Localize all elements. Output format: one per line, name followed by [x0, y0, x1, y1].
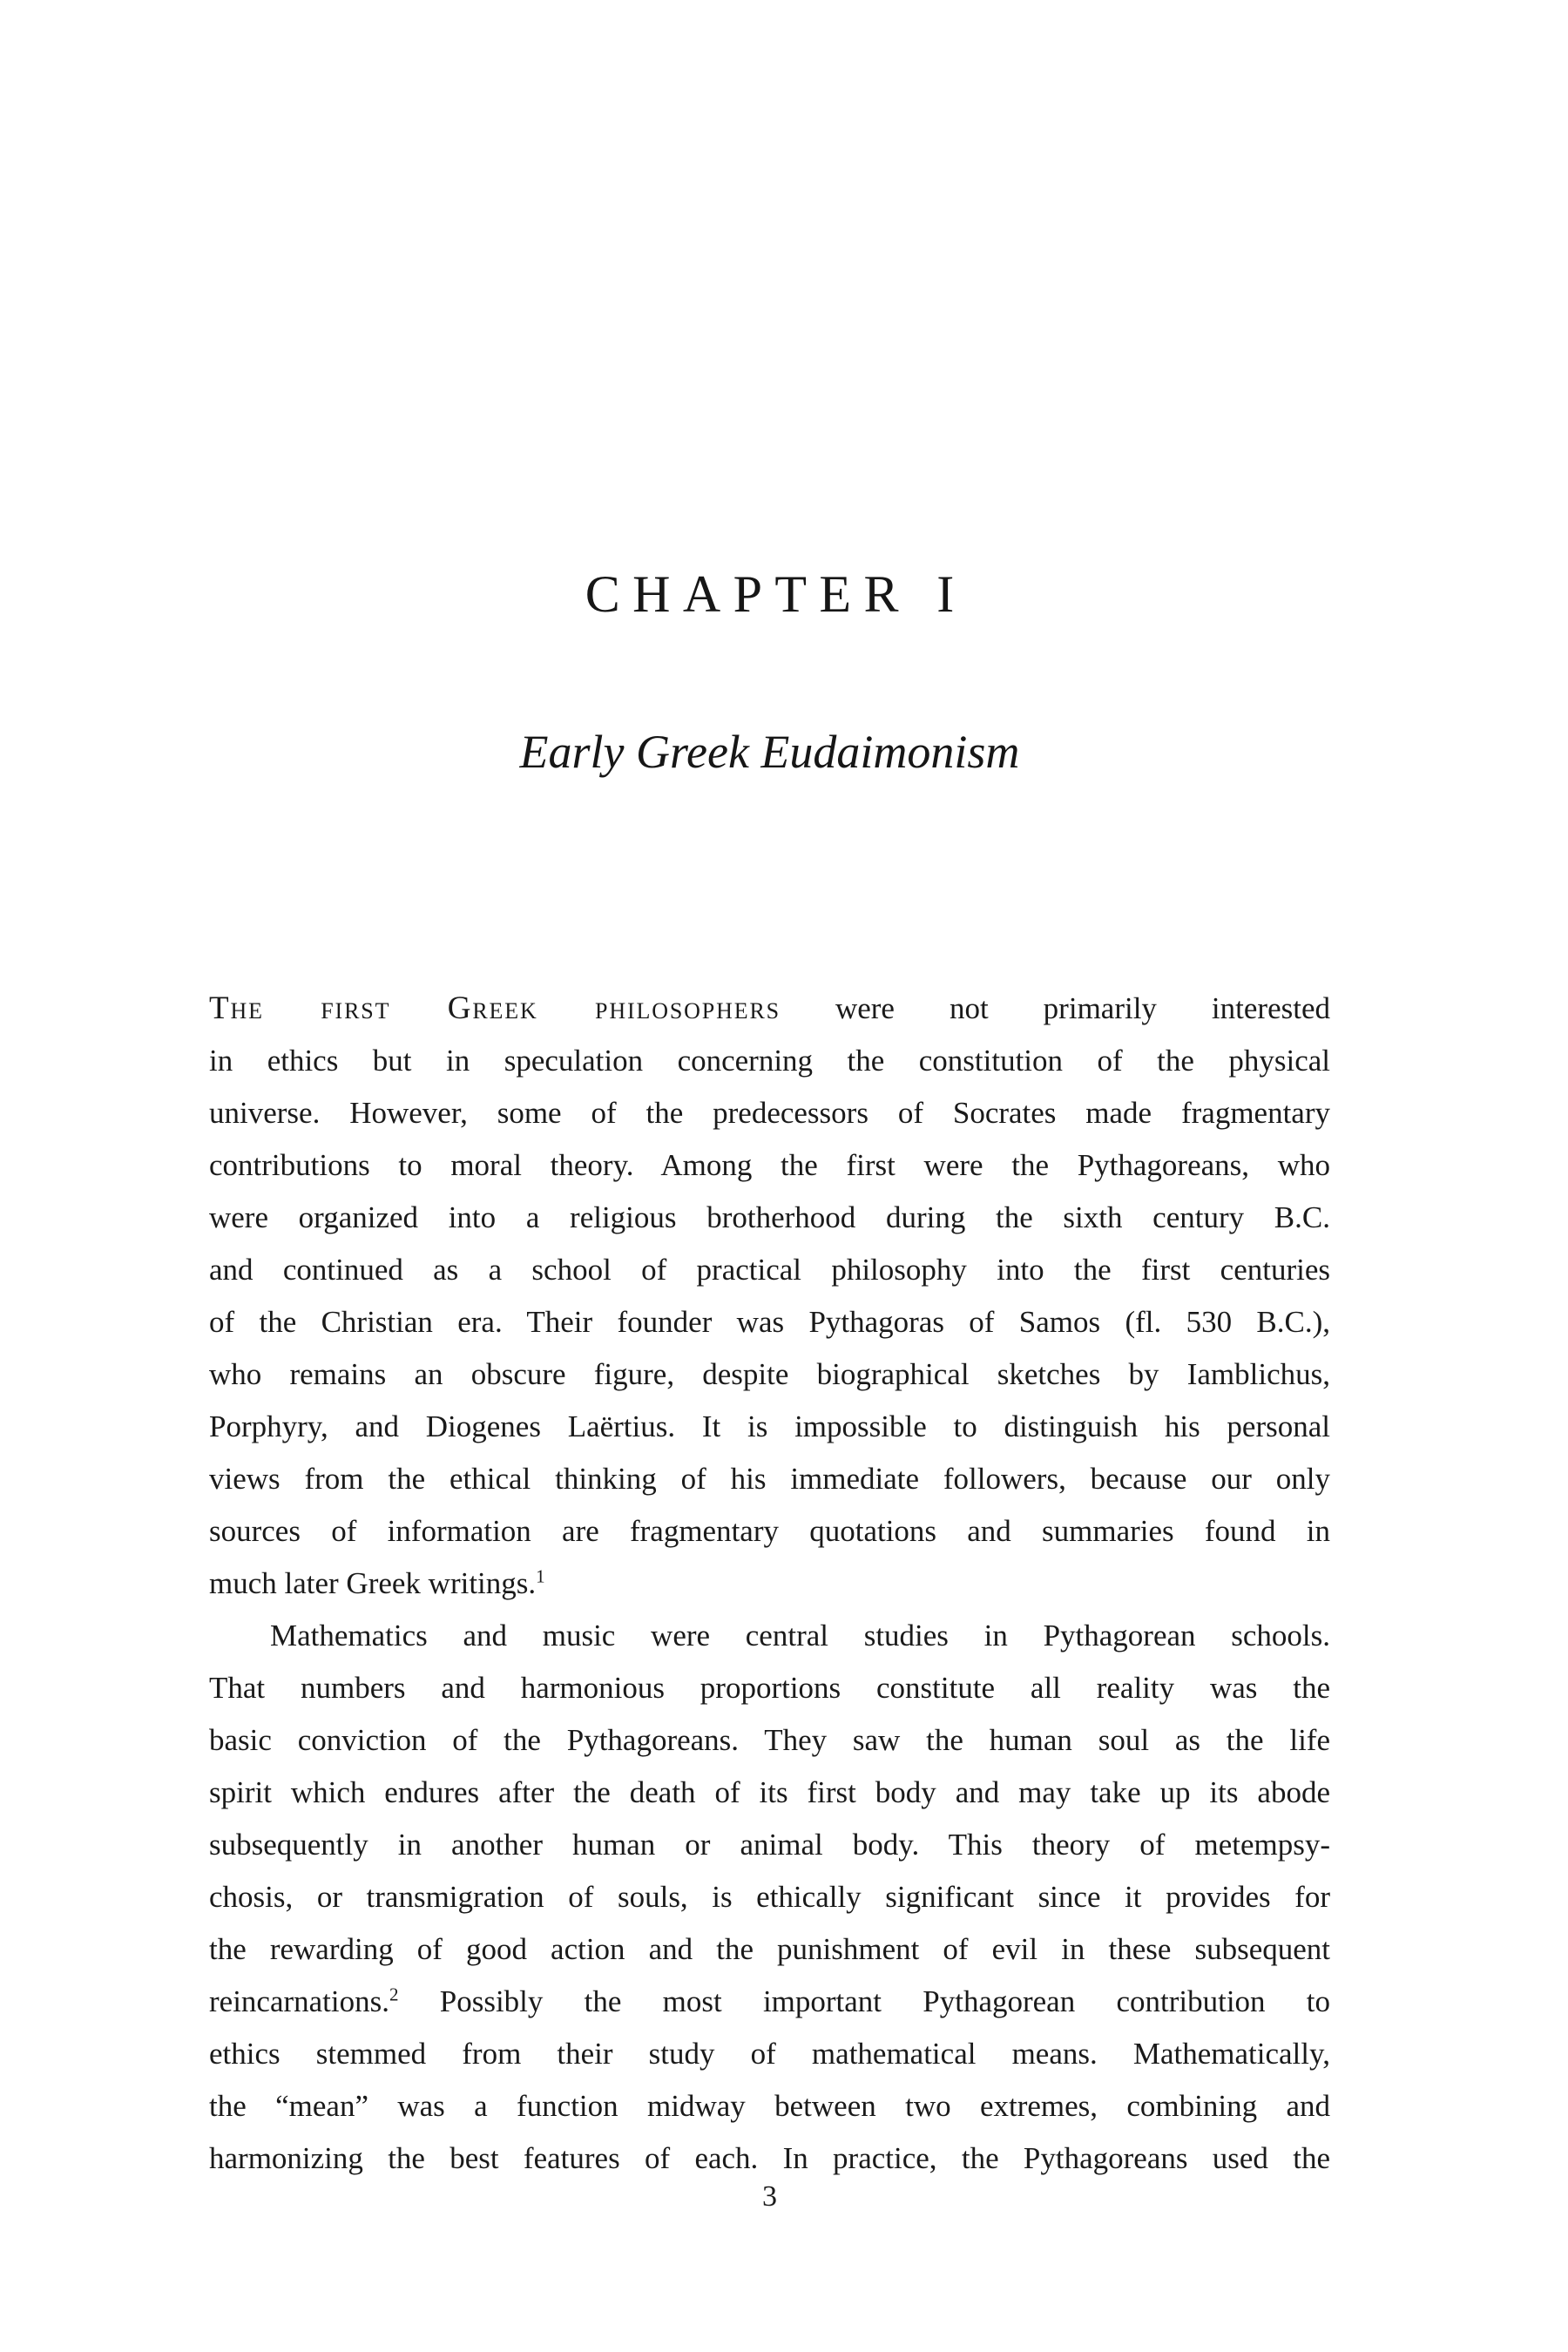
- text-line: [209, 1767, 1330, 1819]
- text-line: [209, 1192, 1330, 1244]
- text-segment: were organized into a religious brotherhood during the sixth century B.C.: [209, 1200, 1330, 1234]
- text-segment: views from the ethical thinking of his immediate followers, because our only: [209, 1462, 1330, 1496]
- text-line: [209, 1976, 1330, 2028]
- chapter-heading: CHAPTER I: [585, 565, 967, 623]
- text-segment: basic conviction of the Pythagoreans. They saw the human soul as the life: [209, 1723, 1330, 1757]
- text-line: [209, 983, 1330, 1035]
- text-line: [209, 2080, 1330, 2132]
- paragraph: [209, 983, 1330, 1610]
- text-segment: the “mean” was a function midway between two extremes, combining and: [209, 2089, 1330, 2123]
- text-segment: sources of information are fragmentary quotations and summaries found in: [209, 1514, 1330, 1548]
- text-line: [209, 1923, 1330, 1976]
- text-segment: Possibly the most important Pythagorean contribution to: [398, 1984, 1330, 2018]
- text-line: [209, 1296, 1330, 1348]
- text-segment: and continued as a school of practical philosophy into the first centuries: [209, 1253, 1330, 1287]
- text-line: [209, 1087, 1330, 1139]
- text-segment: ethics stemmed from their study of mathematical means. Mathematically,: [209, 2037, 1330, 2071]
- text-line: [209, 1714, 1330, 1767]
- text-segment: were not primarily interested: [780, 991, 1330, 1025]
- text-line: [209, 1662, 1330, 1714]
- text-line: [209, 2132, 1330, 2185]
- text-segment: That numbers and harmonious proportions constitute all reality was the: [209, 1671, 1330, 1705]
- text-line: [209, 1819, 1330, 1871]
- text-line: [209, 1401, 1330, 1453]
- paragraph: [209, 1610, 1330, 2185]
- text-line: [209, 1453, 1330, 1505]
- text-line: [209, 1871, 1330, 1923]
- text-line: [209, 1505, 1330, 1558]
- text-segment: reincarnations.: [209, 1984, 389, 2018]
- footnote-reference: 2: [389, 1984, 399, 2005]
- text-line: [209, 1139, 1330, 1192]
- text-segment: of the Christian era. Their founder was Pythagoras of Samos (fl. 530 B.C.),: [209, 1305, 1330, 1339]
- body-text: [209, 983, 1330, 2185]
- chapter-subtitle: Early Greek Eudaimonism: [519, 726, 1020, 778]
- text-segment: Mathematics and music were central studies in Pythagorean schools.: [270, 1619, 1330, 1652]
- text-segment: the rewarding of good action and the punishment of evil in these subsequent: [209, 1932, 1330, 1966]
- text-segment: contributions to moral theory. Among the first were the Pythagoreans, who: [209, 1148, 1330, 1182]
- text-segment: in ethics but in speculation concerning the constitution of the physical: [209, 1044, 1330, 1078]
- text-segment: harmonizing the best features of each. In practice, the Pythagoreans used the: [209, 2141, 1330, 2175]
- text-line: [209, 2028, 1330, 2080]
- text-line: [209, 1348, 1330, 1401]
- text-segment: spirit which endures after the death of its first body and may take up its abode: [209, 1775, 1330, 1809]
- text-line: [209, 1244, 1330, 1296]
- text-segment: Porphyry, and Diogenes Laërtius. It is impossible to distinguish his personal: [209, 1409, 1330, 1443]
- page-number: 3: [762, 2180, 777, 2213]
- text-line: [209, 1610, 1330, 1662]
- text-segment: subsequently in another human or animal body. This theory of metempsy-: [209, 1828, 1330, 1862]
- text-line: [209, 1035, 1330, 1087]
- text-segment: much later Greek writings.: [209, 1566, 537, 1600]
- text-segment: universe. However, some of the predecessors of Socrates made fragmentary: [209, 1096, 1330, 1130]
- text-segment: chosis, or transmigration of souls, is ethically significant since it provides for: [209, 1880, 1330, 1914]
- text-segment: who remains an obscure figure, despite biographical sketches by Iamblichus,: [209, 1357, 1330, 1391]
- text-line: [209, 1558, 1330, 1610]
- small-caps-lead-in: The first Greek philosophers: [209, 990, 781, 1026]
- footnote-reference: 1: [536, 1565, 545, 1587]
